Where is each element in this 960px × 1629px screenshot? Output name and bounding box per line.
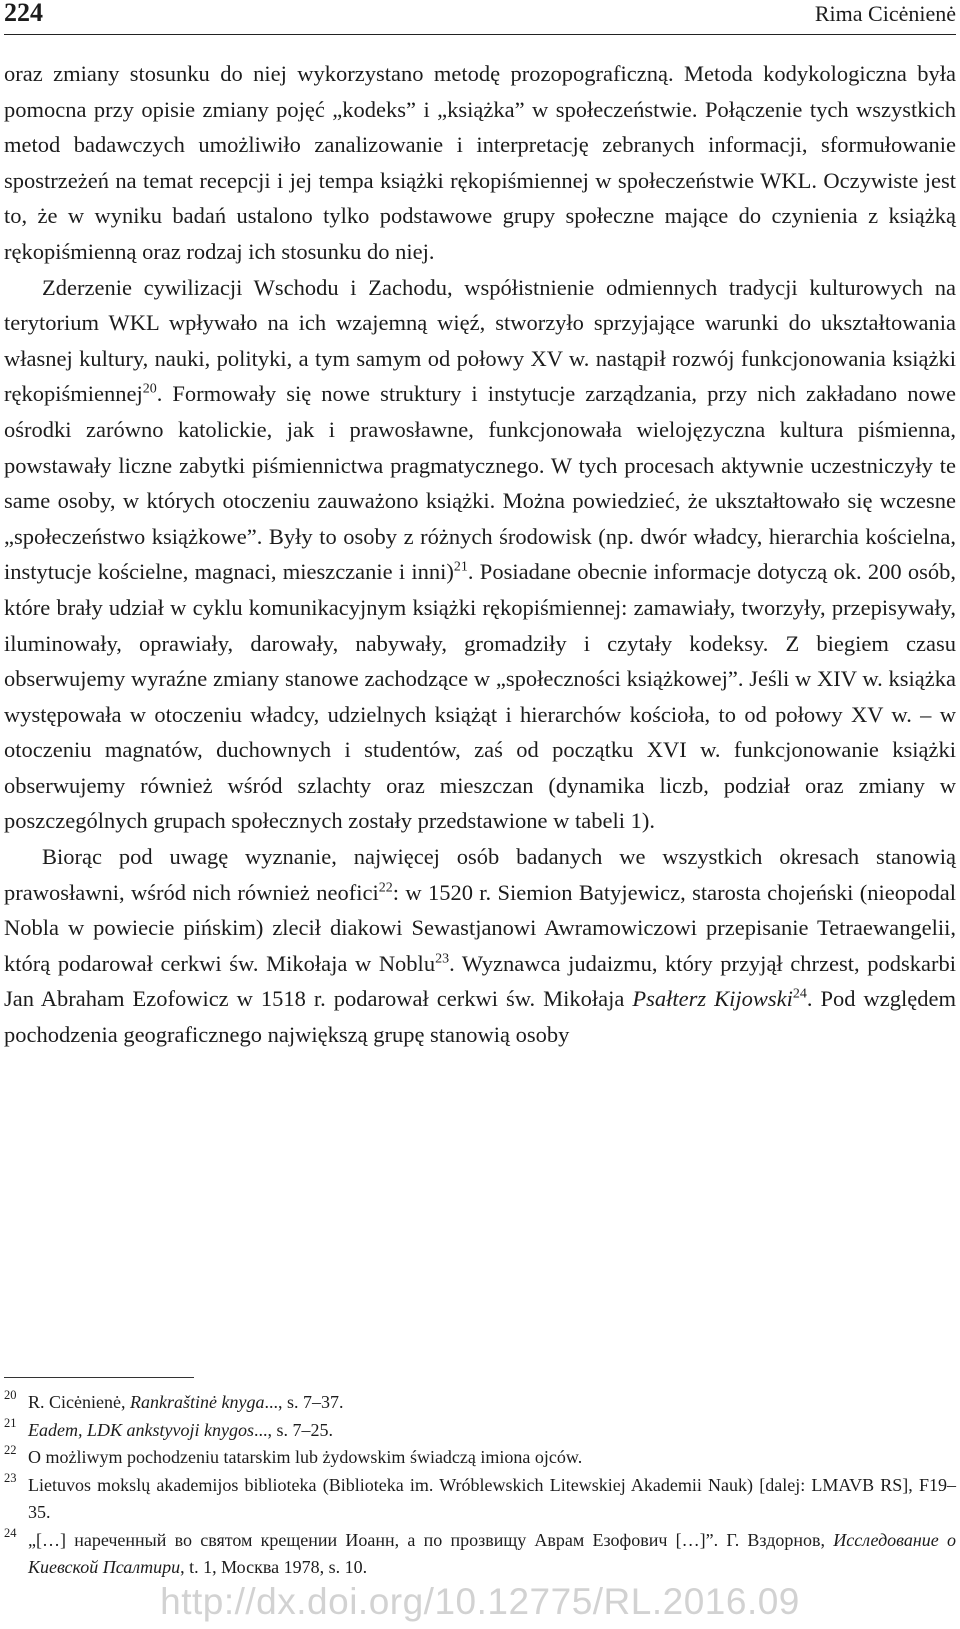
- footnote-number: 23: [4, 1470, 17, 1485]
- paragraph-3-text-b: : w 1520 r. Siemion Batyjewicz, starosta chojeński (nieopodal Nobla w powiecie pińskim) zlecił diakowi Sewastjanowi Awramowiczowi przepisanie Tetraewangelii, którą podarował cerkwi św. Mikołaja w Noblu: [4, 879, 956, 976]
- footnote-text: O możliwym pochodzeniu tatarskim lub żydowskim świadczą imiona ojców.: [28, 1447, 583, 1467]
- paragraph-3-text-d: . Pod względem pochodzenia geograficznego największą grupę stanowią osoby: [4, 986, 956, 1048]
- paragraph-3-text-c: . Wyznawca judaizmu, który przyjął chrzest, podskarbi Jan Abraham Ezofowicz w 1518 r. podarował cerkwi św. Mikołaja: [4, 950, 956, 1012]
- footnote-text-tail: , t. 1, Москва 1978, s. 10.: [180, 1557, 368, 1577]
- footnote-number: 22: [4, 1443, 17, 1457]
- doi-watermark: http://dx.doi.org/10.12775/RL.2016.09: [160, 1581, 800, 1622]
- footnote-23: [4, 1472, 956, 1527]
- footnote-21: [4, 1417, 956, 1445]
- footnotes: [4, 1389, 956, 1582]
- footnote-ref-22[interactable]: 22: [378, 880, 393, 896]
- paragraph-3-text-a: Biorąc pod uwagę wyznanie, najwięcej osób badanych we wszystkich okresach stanowią prawosławni, wśród nich również neofici: [4, 844, 956, 905]
- paragraph-2-text-a: Zderzenie cywilizacji Wschodu i Zachodu, współistnienie odmiennych tradycji kulturowych na terytorium WKL wpływało na ich wzajemną więź, stworzyło sprzyjające warunki do ukształtowania własnej kultury, nauki, polityki, a tym samym od połowy XV w. nastąpił rozwój funkcjonowania książki rękopiśmiennej: [4, 274, 956, 407]
- footnote-ref-20[interactable]: 20: [142, 381, 157, 397]
- running-head-author: Rima Cicėnienė: [814, 1, 956, 26]
- footnote-number: 20: [4, 1388, 17, 1402]
- paragraph-1: [4, 56, 956, 270]
- footnote-text-tail: ..., s. 7–37.: [264, 1392, 344, 1412]
- footnote-ref-23[interactable]: 23: [435, 951, 450, 967]
- paragraph-3-italic-title: Psałterz Kijowski: [632, 986, 793, 1012]
- footnote-number: 24: [4, 1525, 17, 1540]
- footnote-ref-21[interactable]: 21: [453, 559, 468, 575]
- paragraph-2-text-c: . Posiadane obecnie informacje dotyczą ok. 200 osób, które brały udział w cyklu komunikacyjnym książki rękopiśmiennej: zamawiały, tworzyły, przepisywały, iluminowały, oprawiały, darowały, nabywały, gromadziły i czytały kodeksy. Z biegiem czasu obserwujemy wyraźne zmiany stanowe zachodzące w „społeczności książkowej”. Jeśli w XIV w. książka występowała w otoczeniu władcy, udzielnych książąt i hierarchów kościoła, to od połowy XV w. – w otoczeniu magnatów, duchownych i studentów, zaś od początku XVI w. funkcjonowanie książki obserwujemy również wśród szlachty oraz mieszczan (dynamika liczb, podział oraz zmiany w poszczególnych grupach społecznych zostały przedstawione w tabeli 1).: [4, 559, 957, 834]
- footnote-italic: Исследование о Киевской Псалтири: [28, 1529, 957, 1577]
- page-header: [4, 0, 956, 35]
- footnote-text-tail: ..., s. 7–25.: [253, 1419, 333, 1440]
- footnote-text: R. Cicėnienė,: [28, 1392, 130, 1412]
- paragraph-1-text: oraz zmiany stosunku do niej wykorzystano metodę prozopograficzną. Metoda kodykologiczna była pomocna przy opisie zmiany pojęć „kodeks” i „książka” w społeczeństwie. Połączenie tych wszystkich metod badawczych umożliwiło zanalizowanie i interpretację zebranych informacji, sformułowanie spostrzeżeń na temat recepcji i jej tempa książki rękopiśmiennej w społeczeństwie WKL. Oczywiste jest to, że w wyniku badań ustalono tylko podstawowe grupy społeczne mające do czynienia z książką rękopiśmienną oraz rodzaj ich stosunku do niej.: [4, 61, 956, 264]
- body-text: [4, 56, 956, 1053]
- footnote-italic: Eadem, LDK ankstyvoji knygos: [28, 1419, 254, 1440]
- footnote-24: [4, 1527, 956, 1582]
- footnote-20: [4, 1389, 956, 1417]
- footnote-italic: Rankraštinė knyga: [129, 1392, 265, 1412]
- footnote-22: [4, 1444, 956, 1472]
- paragraph-3: [4, 839, 956, 1053]
- footnote-text: „[…] нареченный во святом крещении Иоанн, а по прозвищу Аврам Езофович […]”. Г. Вздорнов,: [28, 1529, 834, 1550]
- footnote-separator: [4, 1377, 194, 1378]
- page-number: 224: [4, 0, 43, 27]
- footnote-ref-24[interactable]: 24: [792, 986, 807, 1002]
- paragraph-2: [4, 270, 956, 840]
- footnote-number: 21: [4, 1415, 17, 1430]
- footnote-text: Lietuvos mokslų akademijos biblioteka (Biblioteka im. Wróblewskich Litewskiej Akademii Nauk) [dalej: LMAVB RS], F19–35.: [28, 1474, 956, 1522]
- paragraph-2-text-b: . Formowały się nowe struktury i instytucje zarządzania, przy nich zakładano nowe ośrodki zarówno katolickie, jak i prawosławne, funkcjonowała wielojęzyczna kultura piśmienna, powstawały liczne zabytki piśmiennictwa pragmatycznego. W tych procesach aktywnie uczestniczyły te same osoby, w których otoczeniu zauważono książki. Można powiedzieć, że ukształtowało się wczesne „społeczeństwo książkowe”. Były to osoby z różnych środowisk (np. dwór władcy, hierarchia kościelna, instytucje kościelne, magnaci, mieszczanie i inni): [4, 381, 956, 585]
